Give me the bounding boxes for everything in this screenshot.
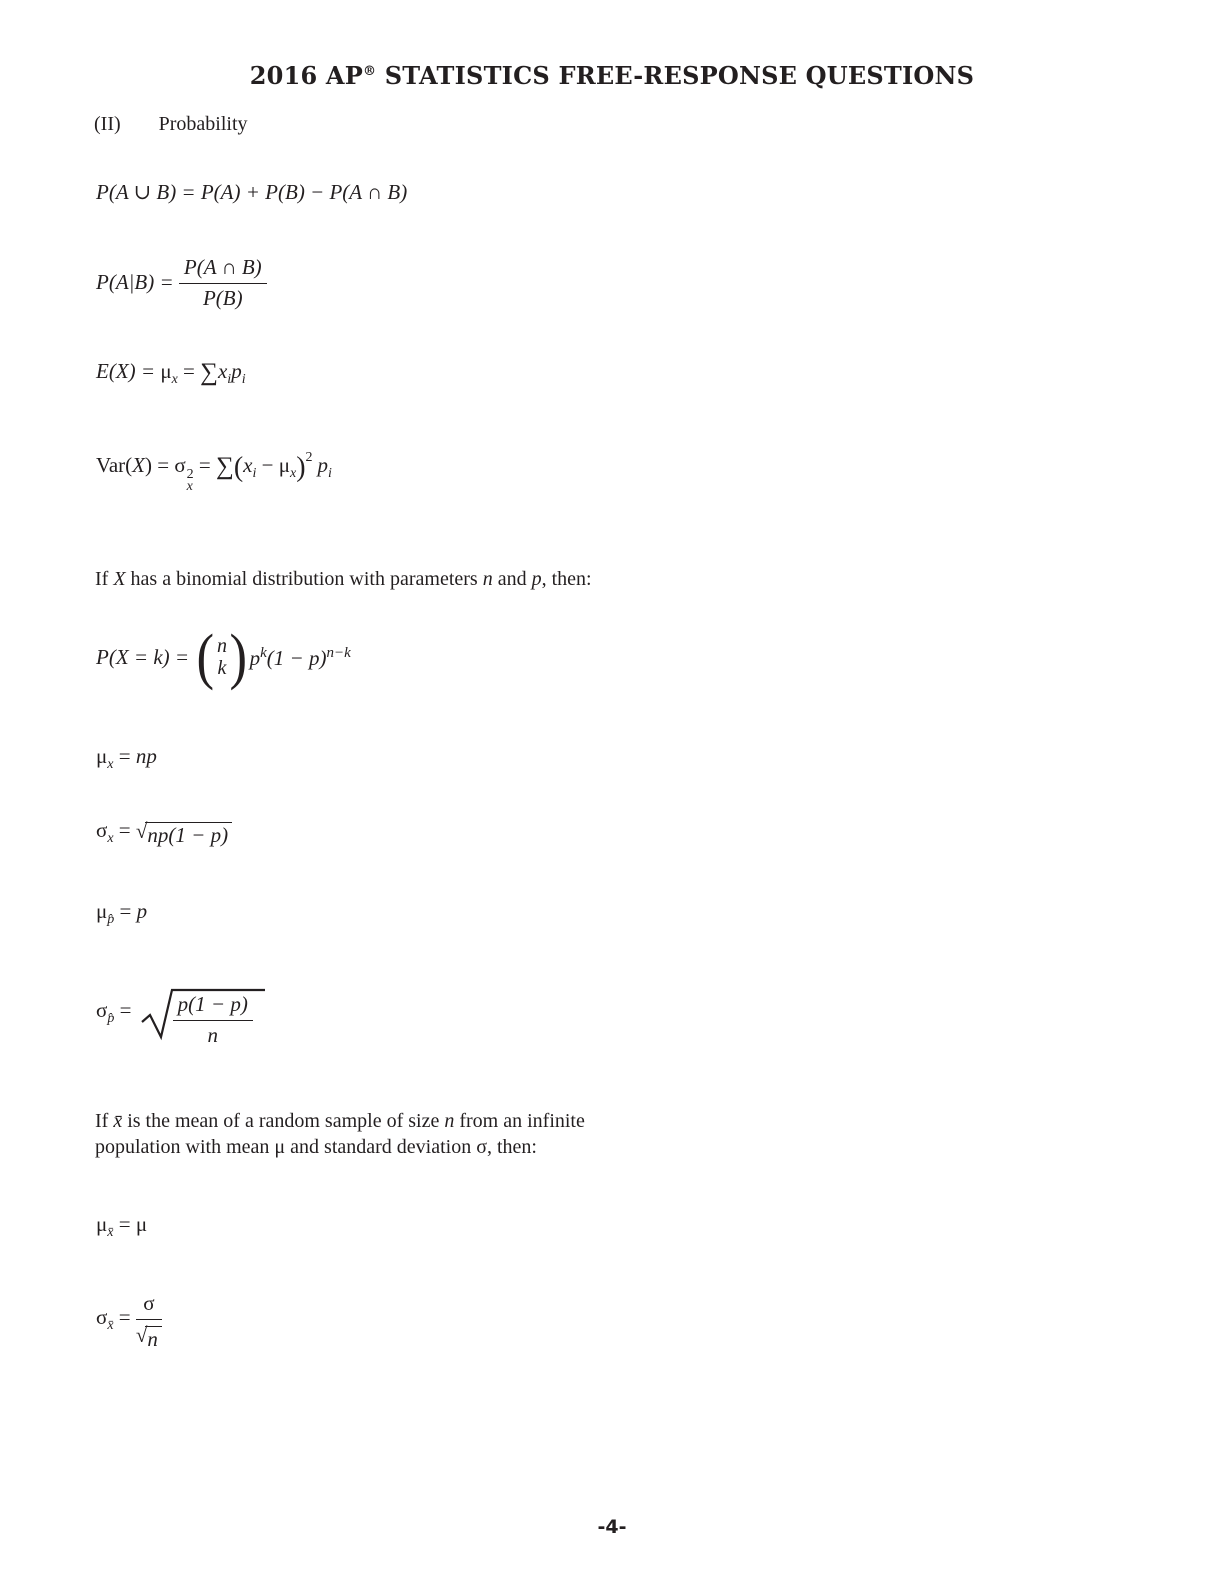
math-run: P(X = k) = <box>96 645 195 670</box>
summation-symbol: ∑ <box>216 453 234 480</box>
binomial-coefficient <box>195 623 248 691</box>
subscript: p̂ <box>107 1011 115 1027</box>
superscript: 2 <box>186 467 194 482</box>
text-line <box>95 1136 537 1158</box>
formula-conditional-probability <box>96 255 267 311</box>
math-run: np <box>135 744 157 768</box>
fraction-numerator: p(1 − p) <box>173 992 253 1021</box>
equals-sign: = <box>177 359 201 383</box>
formula-sd-phat <box>96 984 269 1047</box>
radical-sign: √ <box>135 1322 148 1347</box>
text-run: and standard deviation <box>285 1136 477 1158</box>
math-run <box>96 998 137 1028</box>
title-text-pre: 2016 AP <box>249 61 364 90</box>
mu-symbol: μ <box>274 1136 286 1158</box>
subscript: i <box>227 372 232 387</box>
formula-sd-binomial <box>96 818 232 848</box>
page-number-text: -4- <box>597 1516 627 1538</box>
math-run <box>250 645 351 671</box>
math-var: n <box>444 1110 455 1132</box>
text-run: has a binomial distribution with parameters <box>125 568 483 590</box>
subscript: x <box>107 757 114 772</box>
text-run: and <box>492 568 532 590</box>
sigma-symbol: σ <box>96 998 108 1023</box>
title-text-post: STATISTICS FREE-RESPONSE QUESTIONS <box>376 61 975 90</box>
fraction-numerator: P(A ∩ B) <box>179 255 267 284</box>
radical <box>135 819 232 847</box>
binomial-top: n <box>216 635 227 658</box>
fraction-denominator: P(B) <box>202 285 243 310</box>
formula-mean-phat <box>96 899 147 929</box>
equals-sign: = <box>113 744 136 768</box>
math-run: P(A|B) = <box>96 270 179 295</box>
math-var: n <box>482 568 493 590</box>
math-run: X <box>132 453 145 477</box>
text-run: If <box>95 568 114 590</box>
equals-sign: = <box>114 899 137 923</box>
text-line <box>95 1110 585 1132</box>
subscript: x <box>186 479 193 494</box>
superscript: n−k <box>326 644 351 661</box>
text-run: from an infinite <box>454 1110 585 1132</box>
text-run: population with mean <box>95 1136 275 1158</box>
math-run: P(A ∪ B) = P(A) + P(B) − P(A ∩ B) <box>96 180 408 204</box>
summation-symbol: ∑ <box>200 359 218 386</box>
text-run: is the mean of a random sample of size <box>122 1110 445 1132</box>
math-run: p <box>317 453 329 477</box>
math-run: p <box>136 899 148 923</box>
page-number <box>0 1516 1224 1538</box>
subscript: x <box>107 831 114 846</box>
text-run: , then: <box>487 1136 537 1158</box>
mu-symbol: μ <box>96 744 108 768</box>
section-title: Probability <box>158 113 248 135</box>
formula-expected-value <box>96 358 246 389</box>
equals-sign: = <box>193 453 216 477</box>
formula-sd-xbar <box>96 1291 162 1351</box>
sigma-symbol: σ <box>174 453 186 477</box>
mu-symbol: μ <box>135 1212 148 1236</box>
fraction <box>135 1291 162 1351</box>
equals-sign: = <box>113 1304 136 1329</box>
subscript: i <box>328 466 332 481</box>
math-run: x <box>243 453 253 477</box>
subscript: x <box>289 466 297 481</box>
math-run: x <box>217 359 228 383</box>
right-paren: ) <box>229 623 248 691</box>
text-run: , then: <box>541 568 592 590</box>
page-title <box>0 61 1224 90</box>
sigma-symbol: σ <box>476 1136 487 1158</box>
section-numeral: (II) <box>94 113 121 135</box>
stacked-sup-sub <box>187 469 194 493</box>
mu-symbol: μ <box>278 453 290 477</box>
mu-symbol: μ <box>96 899 108 923</box>
math-run: ) = <box>144 453 175 477</box>
subscript: x <box>171 372 178 387</box>
formula-binomial-pmf <box>96 623 351 691</box>
sigma-symbol: σ <box>96 1304 108 1329</box>
math-run: p <box>231 359 242 383</box>
subscript: p̂ <box>107 912 115 927</box>
text-run: If <box>95 1110 114 1132</box>
math-run: Var( <box>96 453 133 477</box>
mu-symbol: μ <box>160 359 172 383</box>
binomial-stack <box>217 635 227 679</box>
superscript: 2 <box>305 450 313 465</box>
math-var: X <box>113 568 126 590</box>
section-heading <box>94 113 248 136</box>
math-run: (1 − p) <box>266 645 327 670</box>
sample-mean-intro-text <box>95 1108 585 1160</box>
binomial-bottom: k <box>217 657 227 680</box>
fraction-denominator <box>135 1320 162 1351</box>
radicand: n <box>145 1326 162 1350</box>
fraction <box>173 992 253 1048</box>
math-var: p <box>249 645 261 670</box>
math-run: E(X) = <box>96 359 161 383</box>
radical-sign: √ <box>135 819 148 843</box>
binomial-intro-text <box>95 566 592 592</box>
math-run <box>96 1305 136 1335</box>
superscript: k <box>260 644 267 661</box>
mu-symbol: μ <box>96 1212 108 1236</box>
formula-union-probability <box>96 180 407 205</box>
radical <box>135 1322 162 1351</box>
math-var: x̄ <box>113 1110 123 1132</box>
formula-variance <box>96 450 332 493</box>
fraction <box>179 255 267 311</box>
radicand: np(1 − p) <box>145 822 232 846</box>
subscript: i <box>252 466 257 481</box>
subscript: x̄ <box>107 1317 114 1333</box>
minus-sign: − <box>256 453 279 477</box>
equals-sign: = <box>114 998 137 1023</box>
subscript: x̄ <box>107 1225 114 1240</box>
left-paren: ( <box>233 452 244 483</box>
equals-sign: = <box>113 1212 136 1236</box>
fraction-numerator: σ <box>136 1291 162 1320</box>
right-paren: ) <box>296 452 306 483</box>
subscript: i <box>241 372 246 387</box>
equals-sign: = <box>113 818 136 842</box>
fraction-denominator: n <box>207 1022 218 1047</box>
radical <box>137 984 269 1047</box>
sigma-symbol: σ <box>96 818 108 842</box>
formula-mean-xbar <box>96 1212 147 1242</box>
left-paren: ( <box>196 623 215 691</box>
formula-mean-binomial <box>96 744 157 774</box>
math-var: p <box>531 568 542 590</box>
registered-trademark-icon: ® <box>363 64 377 79</box>
